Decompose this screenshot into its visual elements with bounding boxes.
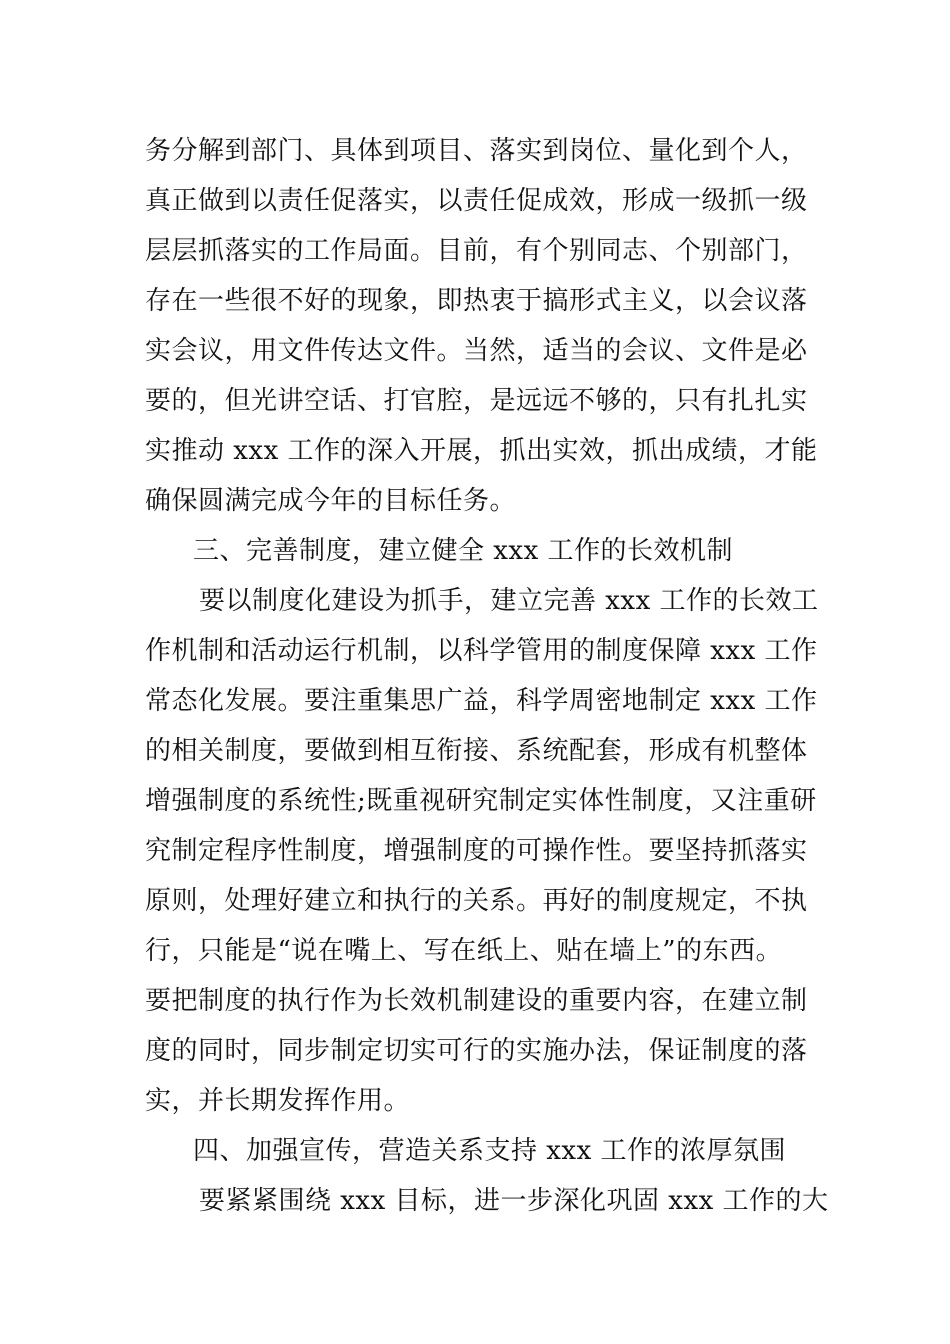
text-line: 确保圆满完成今年的目标任务。 [145,486,517,516]
text-line: 要把制度的执行作为长效机制建设的重要内容，在建立制 [145,986,808,1016]
text-line: 真正做到以责任促落实，以责任促成效，形成一级抓一级 [145,186,808,216]
text-line: 层层抓落实的工作局面。目前，有个别同志、个别部门， [145,236,808,266]
text-line: 增强制度的系统性;既重视研究制定实体性制度，又注重研 [145,786,817,816]
document-body [145,126,829,1226]
text-line: 度的同时，同步制定切实可行的实施办法，保证制度的落 [145,1036,808,1066]
section-heading-4: 四、加强宣传，营造关系支持 xxx 工作的浓厚氛围 [193,1136,787,1166]
text-line: 行，只能是“说在嘴上、写在纸上、贴在墙上”的东西。 [145,936,783,966]
text-line: 作机制和活动运行机制，以科学管用的制度保障 xxx 工作 [145,636,818,666]
text-line: 要以制度化建设为抓手，建立完善 xxx 工作的长效工 [199,586,819,616]
text-line: 要紧紧围绕 xxx 目标，进一步深化巩固 xxx 工作的大 [199,1186,829,1216]
text-line: 的相关制度，要做到相互衔接、系统配套，形成有机整体 [145,736,808,766]
text-line: 实会议，用文件传达文件。当然，适当的会议、文件是必 [145,336,808,366]
text-line: 存在一些很不好的现象，即热衷于搞形式主义，以会议落 [145,286,808,316]
text-line: 实，并长期发挥作用。 [145,1086,411,1116]
text-line: 实推动 xxx 工作的深入开展，抓出实效，抓出成绩，才能 [145,436,818,466]
text-line: 务分解到部门、具体到项目、落实到岗位、量化到个人， [145,136,808,166]
section-heading-3: 三、完善制度，建立健全 xxx 工作的长效机制 [193,536,734,566]
text-line: 常态化发展。要注重集思广益，科学周密地制定 xxx 工作 [145,686,818,716]
text-line: 要的，但光讲空话、打官腔，是远远不够的，只有扎扎实 [145,386,808,416]
text-line: 究制定程序性制度，增强制度的可操作性。要坚持抓落实 [145,836,808,866]
text-line: 原则，处理好建立和执行的关系。再好的制度规定，不执 [145,886,808,916]
